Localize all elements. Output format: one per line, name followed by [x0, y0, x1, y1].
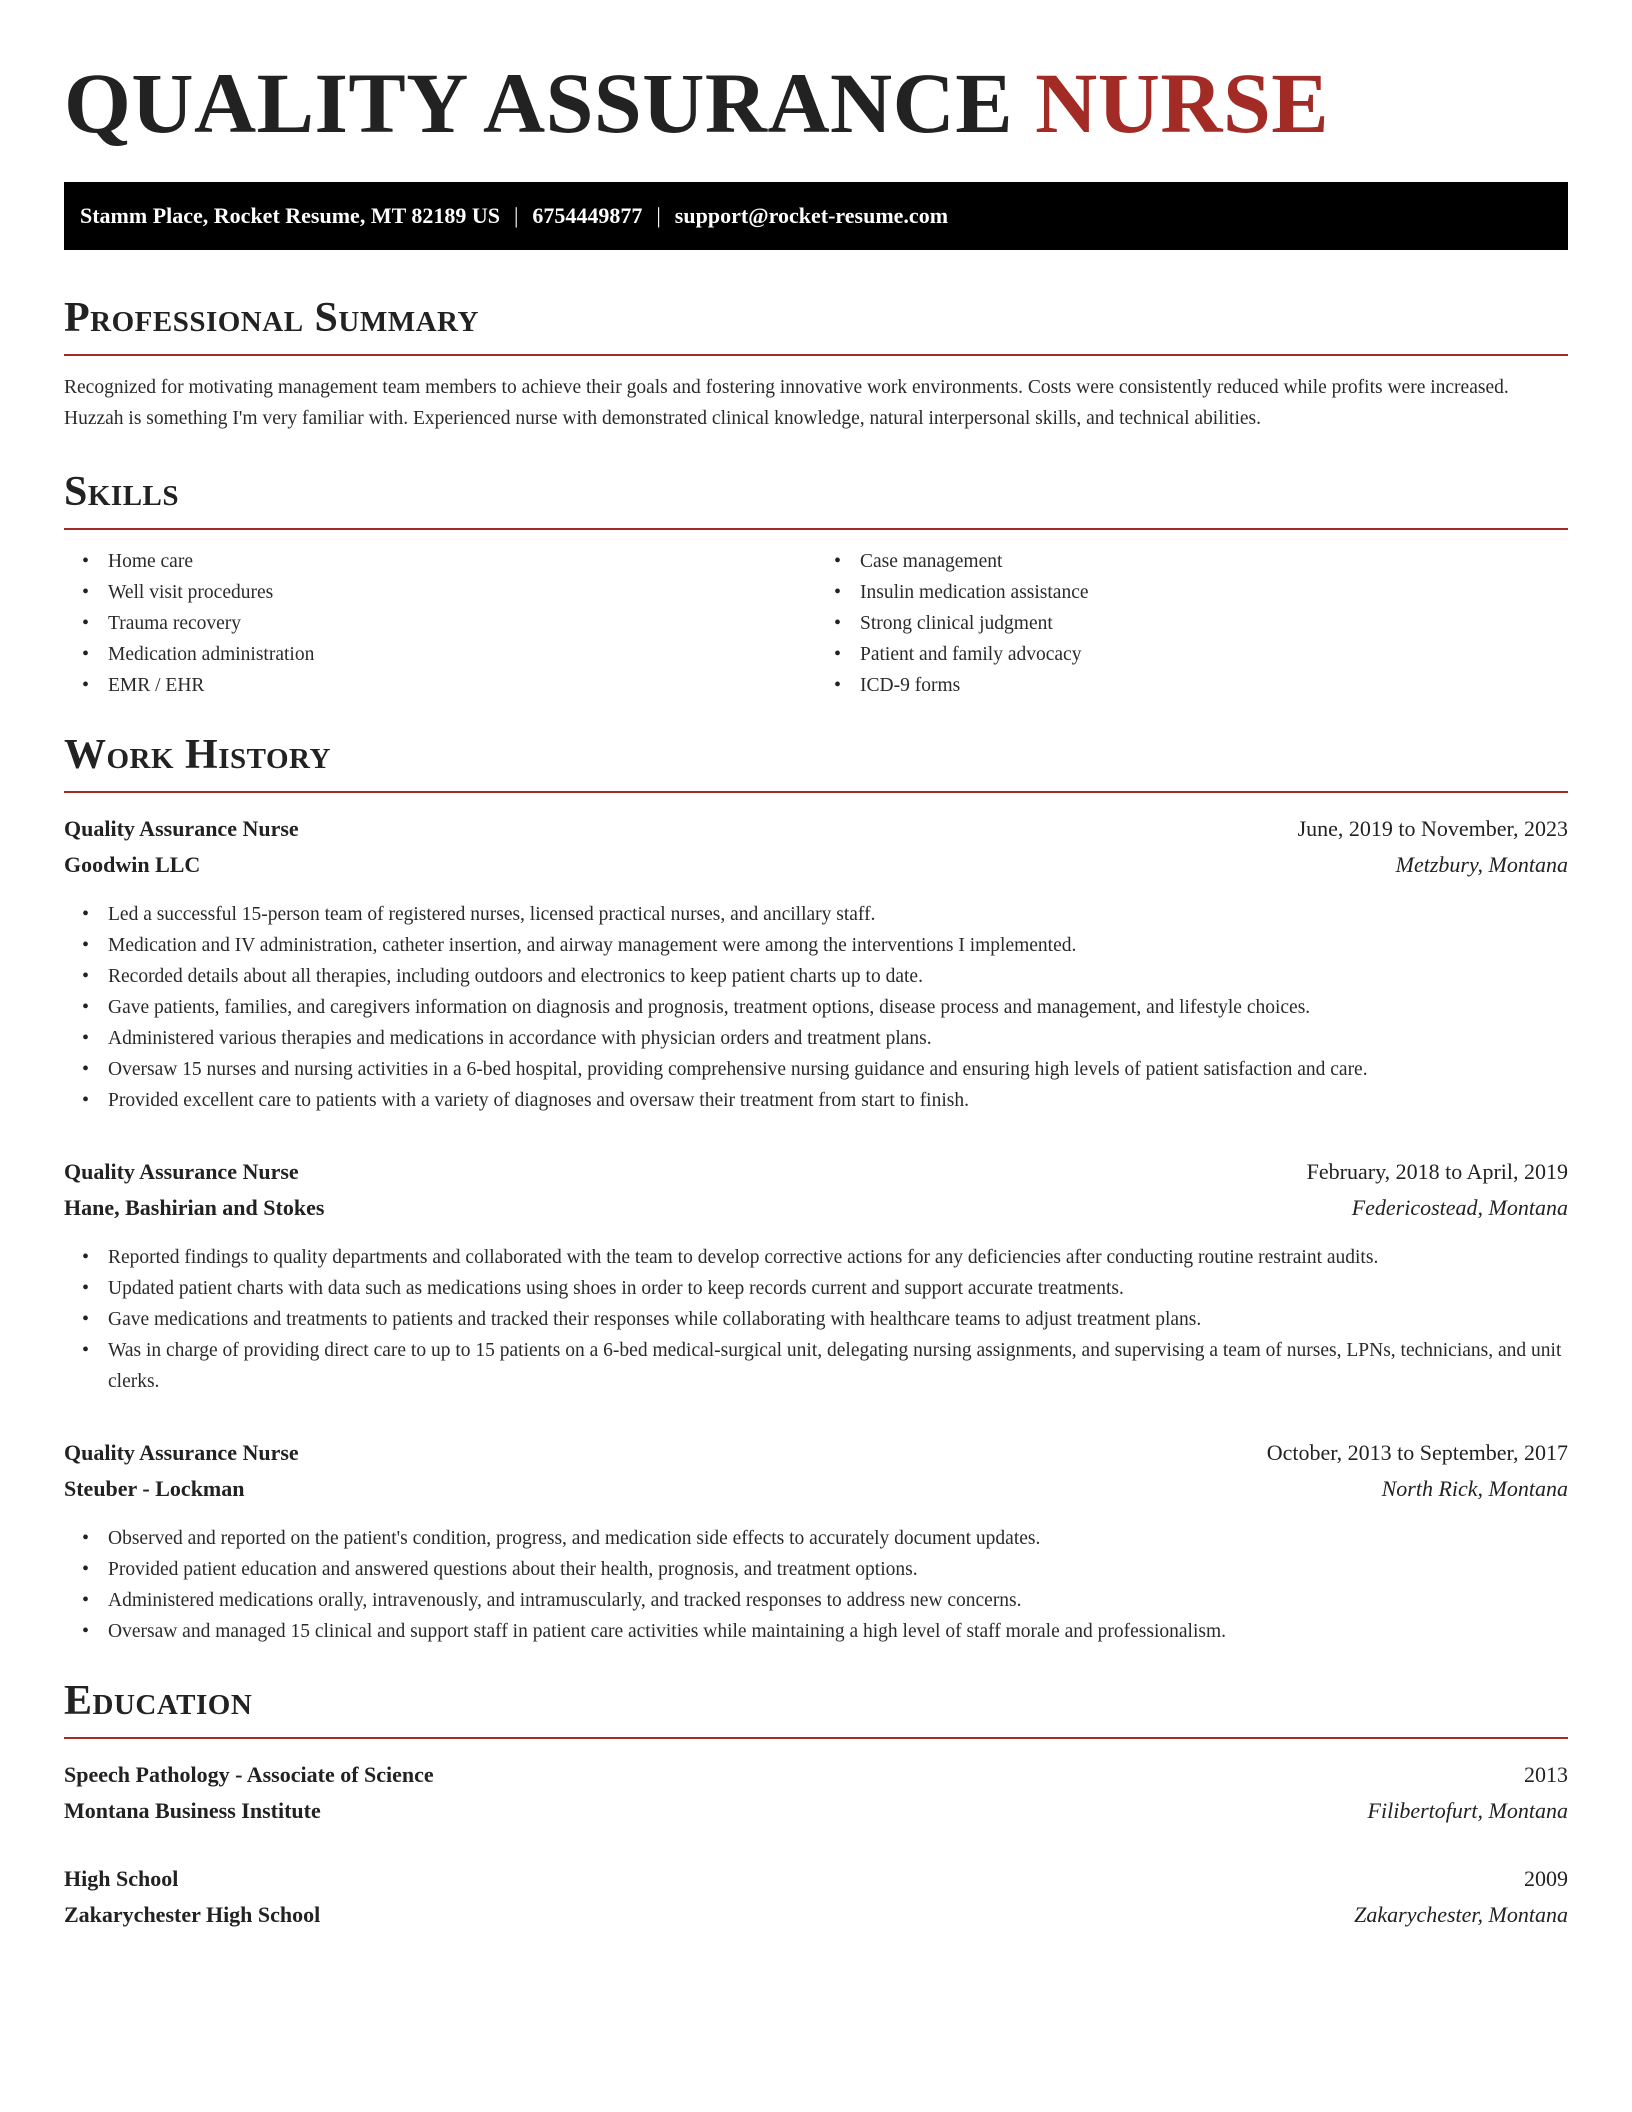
work-history-heading: Work History [64, 731, 1568, 793]
skills-column-right [816, 546, 1568, 701]
job-entry [64, 1435, 1568, 1647]
education-degree-row [64, 1861, 1568, 1897]
job-bullet: • Oversaw 15 nurses and nursing activities in a 6-bed hospital, providing comprehensive nursing guidance and ensuring high levels of patient satisfaction and care. [108, 1054, 1568, 1085]
job-title: Quality Assurance Nurse [64, 816, 299, 841]
job-dates: October, 2013 to September, 2017 [1266, 1440, 1568, 1465]
job-header-row [64, 1154, 1568, 1190]
job-dates: June, 2019 to November, 2023 [1297, 816, 1568, 841]
contact-phone: 6754449877 [532, 203, 643, 228]
job-bullet: • Oversaw and managed 15 clinical and support staff in patient care activities while maintaining a high level of staff morale and professionalism. [108, 1616, 1568, 1647]
education-degree: Speech Pathology - Associate of Science [64, 1762, 434, 1787]
job-bullet: • Reported findings to quality departments and collaborated with the team to develop corrective actions for any deficiencies after conducting routine restraint audits. [108, 1242, 1568, 1273]
contact-email: support@rocket-resume.com [674, 203, 949, 228]
education-year: 2009 [1524, 1866, 1568, 1891]
skills-section [64, 468, 1568, 701]
job-company-row [64, 1471, 1568, 1507]
job-bullets [64, 1523, 1568, 1647]
job-bullet: • Administered various therapies and medications in accordance with physician orders and treatment plans. [108, 1023, 1568, 1054]
job-bullets [64, 1242, 1568, 1397]
skill-item: • Home care [108, 546, 816, 577]
skills-grid [64, 546, 1568, 701]
contact-separator: | [513, 203, 519, 228]
job-bullet: • Recorded details about all therapies, including outdoors and electronics to keep patient charts up to date. [108, 961, 1568, 992]
job-bullet: • Administered medications orally, intravenously, and intramuscularly, and tracked responses to address new concerns. [108, 1585, 1568, 1616]
education-school: Zakarychester High School [64, 1902, 321, 1927]
job-bullet: • Updated patient charts with data such as medications using shoes in order to keep records current and support accurate treatments. [108, 1273, 1568, 1304]
skill-item: • Case management [860, 546, 1568, 577]
skill-item: • Patient and family advocacy [860, 639, 1568, 670]
job-bullet: • Led a successful 15-person team of registered nurses, licensed practical nurses, and ancillary staff. [108, 899, 1568, 930]
skills-heading: Skills [64, 468, 1568, 530]
skill-item: • Medication administration [108, 639, 816, 670]
job-title: Quality Assurance Nurse [64, 1159, 299, 1184]
skills-column-left [64, 546, 816, 701]
job-company: Goodwin LLC [64, 852, 201, 877]
job-bullet: • Gave medications and treatments to patients and tracked their responses while collaborating with healthcare teams to adjust treatment plans. [108, 1304, 1568, 1335]
job-company-row [64, 1190, 1568, 1226]
job-bullet: • Was in charge of providing direct care to up to 15 patients on a 6-bed medical-surgical unit, delegating nursing assignments, and supervising a team of nurses, LPNs, technicians, and unit clerks. [108, 1335, 1568, 1397]
job-bullet: • Observed and reported on the patient's condition, progress, and medication side effects to accurately document updates. [108, 1523, 1568, 1554]
job-bullet: • Provided excellent care to patients with a variety of diagnoses and oversaw their treatment from start to finish. [108, 1085, 1568, 1116]
contact-separator: | [656, 203, 661, 228]
skill-item: • Insulin medication assistance [860, 577, 1568, 608]
job-location: North Rick, Montana [1381, 1476, 1568, 1501]
title-accent: NURSE [1035, 55, 1330, 151]
education-heading: Education [64, 1677, 1568, 1739]
job-entry [64, 1154, 1568, 1397]
summary-text: Recognized for motivating management team members to achieve their goals and fostering innovative work environments. Costs were consistently reduced while profits were increased. Huzzah is something I'm very familiar with. Experienced nurse with demonstrated clinical knowledge, natural interpersonal skills, and technical abilities. [64, 377, 1509, 429]
contact-bar [64, 182, 1568, 250]
education-location: Filibertofurt, Montana [1367, 1798, 1568, 1823]
skill-item: • Strong clinical judgment [860, 608, 1568, 639]
skill-item: • Trauma recovery [108, 608, 816, 639]
skill-item: • EMR / EHR [108, 670, 816, 701]
job-bullets [64, 899, 1568, 1116]
summary-heading: Professional Summary [64, 294, 1568, 356]
resume-title [64, 48, 1568, 158]
education-degree: High School [64, 1866, 179, 1891]
job-company-row [64, 847, 1568, 883]
job-header-row [64, 1435, 1568, 1471]
education-degree-row [64, 1757, 1568, 1793]
skill-item: • ICD-9 forms [860, 670, 1568, 701]
job-bullet: • Gave patients, families, and caregivers information on diagnosis and prognosis, treatment options, disease process and management, and lifestyle choices. [108, 992, 1568, 1023]
job-title: Quality Assurance Nurse [64, 1440, 299, 1465]
contact-address: Stamm Place, Rocket Resume, MT 82189 US [80, 203, 500, 228]
summary-section [64, 294, 1568, 434]
education-section [64, 1677, 1568, 1933]
work-history-section [64, 731, 1568, 1647]
education-year: 2013 [1524, 1762, 1568, 1787]
skill-item: • Well visit procedures [108, 577, 816, 608]
job-header-row [64, 811, 1568, 847]
job-company: Hane, Bashirian and Stokes [64, 1195, 325, 1220]
education-school-row [64, 1793, 1568, 1829]
job-dates: February, 2018 to April, 2019 [1306, 1159, 1568, 1184]
education-school-row [64, 1897, 1568, 1933]
job-location: Federicostead, Montana [1351, 1195, 1568, 1220]
education-location: Zakarychester, Montana [1354, 1902, 1568, 1927]
job-entry [64, 811, 1568, 1116]
job-location: Metzbury, Montana [1395, 852, 1568, 877]
job-bullet: • Provided patient education and answered questions about their health, prognosis, and treatment options. [108, 1554, 1568, 1585]
education-entry [64, 1757, 1568, 1829]
job-company: Steuber - Lockman [64, 1476, 245, 1501]
title-main: QUALITY ASSURANCE [64, 55, 1014, 151]
education-entry [64, 1861, 1568, 1933]
education-school: Montana Business Institute [64, 1798, 321, 1823]
job-bullet: • Medication and IV administration, catheter insertion, and airway management were among the interventions I implemented. [108, 930, 1568, 961]
